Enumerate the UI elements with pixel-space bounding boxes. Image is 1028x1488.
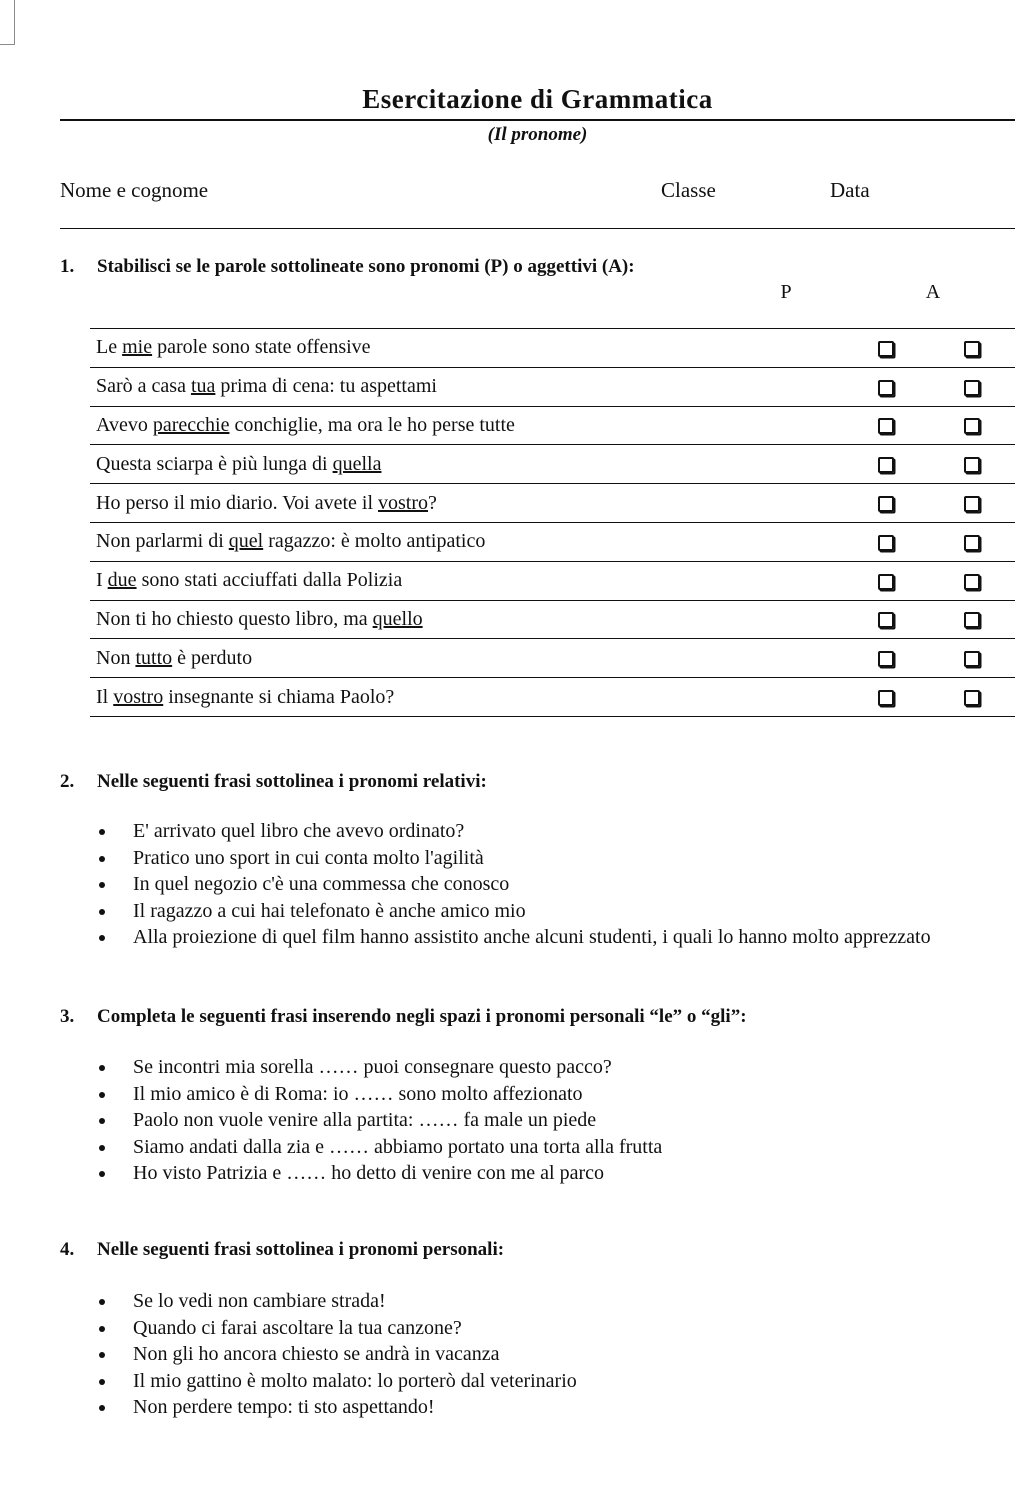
- exercise-2-title: Nelle seguenti frasi sottolinea i pronomi relativi:: [97, 771, 487, 792]
- page-subtitle: (Il pronome): [487, 124, 588, 145]
- table-row: [90, 561, 1015, 600]
- sentence-text-after: ragazzo: è molto antipatico: [263, 530, 486, 553]
- sentence-text-after: ?: [428, 491, 437, 514]
- sentence-cell: [90, 484, 843, 523]
- exercise-2-heading: [60, 771, 487, 793]
- exercise-1-table: [90, 328, 1015, 717]
- table-row: [90, 678, 1015, 717]
- checkbox-p[interactable]: [878, 651, 894, 667]
- column-header-p: P: [780, 281, 792, 303]
- underlined-word: quello: [372, 607, 423, 630]
- checkbox-cell-a: [929, 445, 1015, 484]
- sentence-text-after: insegnante si chiama Paolo?: [163, 685, 395, 708]
- sentence-cell: [90, 522, 843, 561]
- table-row: [90, 484, 1015, 523]
- list-item: Il mio amico è di Roma: io …… sono molto affezionato: [96, 1081, 662, 1108]
- underlined-word: vostro: [113, 685, 164, 708]
- checkbox-p[interactable]: [878, 690, 894, 706]
- checkbox-a[interactable]: [964, 690, 980, 706]
- checkbox-a[interactable]: [964, 341, 980, 357]
- sentence-text-before: I: [96, 569, 108, 592]
- exercise-2-number: 2.: [60, 771, 75, 792]
- underlined-word: parecchie: [152, 413, 230, 436]
- sentence-cell: [90, 561, 843, 600]
- list-item: Alla proiezione di quel film hanno assistito anche alcuni studenti, i quali lo hanno molto apprezzato: [96, 924, 931, 951]
- exercise-1-rows: [90, 329, 1015, 717]
- checkbox-cell-p: [843, 367, 929, 406]
- checkbox-cell-p: [843, 445, 929, 484]
- checkbox-p[interactable]: [878, 418, 894, 434]
- checkbox-p[interactable]: [878, 612, 894, 628]
- table-row: [90, 445, 1015, 484]
- table-row: [90, 406, 1015, 445]
- checkbox-a[interactable]: [964, 418, 980, 434]
- table-row: [90, 367, 1015, 406]
- checkbox-cell-p: [843, 639, 929, 678]
- underlined-word: tutto: [135, 646, 173, 669]
- underlined-word: due: [107, 569, 137, 592]
- exercise-3-title: Completa le seguenti frasi inserendo negli spazi i pronomi personali “le” o “gli”:: [97, 1006, 747, 1027]
- checkbox-cell-p: [843, 406, 929, 445]
- list-item: Paolo non vuole venire alla partita: …… fa male un piede: [96, 1107, 662, 1134]
- list-item: Pratico uno sport in cui conta molto l'agilità: [96, 845, 931, 872]
- list-item: E' arrivato quel libro che avevo ordinato?: [96, 818, 931, 845]
- list-item: Il mio gattino è molto malato: lo porterò dal veterinario: [96, 1368, 577, 1395]
- checkbox-a[interactable]: [964, 651, 980, 667]
- list-item: Il ragazzo a cui hai telefonato è anche amico mio: [96, 898, 931, 925]
- exercise-4-list: [96, 1288, 577, 1421]
- checkbox-cell-p: [843, 561, 929, 600]
- sentence-text-after: conchiglie, ma ora le ho perse tutte: [229, 413, 515, 436]
- checkbox-a[interactable]: [964, 612, 980, 628]
- name-field-label: Nome e cognome: [60, 178, 209, 202]
- sentence-cell: [90, 600, 843, 639]
- checkbox-p[interactable]: [878, 535, 894, 551]
- exercise-3-heading: [60, 1006, 747, 1028]
- checkbox-cell-a: [929, 406, 1015, 445]
- exercise-2-list: [96, 818, 931, 951]
- checkbox-p[interactable]: [878, 457, 894, 473]
- list-item: Se incontri mia sorella …… puoi consegnare questo pacco?: [96, 1054, 662, 1081]
- sentence-text-before: Le: [96, 336, 123, 359]
- list-item: Non gli ho ancora chiesto se andrà in vacanza: [96, 1341, 577, 1368]
- sentence-text-before: Sarò a casa: [96, 375, 191, 398]
- sentence-text-after: sono stati acciuffati dalla Polizia: [136, 569, 403, 592]
- column-header-a: A: [925, 281, 941, 303]
- checkbox-a[interactable]: [964, 535, 980, 551]
- checkbox-p[interactable]: [878, 574, 894, 590]
- underlined-word: quel: [228, 530, 264, 553]
- checkbox-cell-a: [929, 678, 1015, 717]
- checkbox-cell-a: [929, 561, 1015, 600]
- header-divider: [60, 228, 1015, 229]
- sentence-text-before: Non parlarmi di: [96, 530, 229, 553]
- date-field-label: Data: [830, 178, 870, 202]
- checkbox-p[interactable]: [878, 496, 894, 512]
- sentence-cell: [90, 445, 843, 484]
- checkbox-a[interactable]: [964, 380, 980, 396]
- sentence-text-before: Non ti ho chiesto questo libro, ma: [96, 607, 373, 630]
- underlined-word: tua: [190, 375, 216, 398]
- list-item: In quel negozio c'è una commessa che conosco: [96, 871, 931, 898]
- sentence-text-before: Ho perso il mio diario. Voi avete il: [96, 491, 379, 514]
- checkbox-cell-p: [843, 600, 929, 639]
- sentence-text-before: Questa sciarpa è più lunga di: [96, 452, 333, 475]
- checkbox-cell-a: [929, 367, 1015, 406]
- sentence-text-before: Il: [96, 685, 114, 708]
- exercise-4-heading: [60, 1239, 504, 1261]
- list-item: Non perdere tempo: ti sto aspettando!: [96, 1394, 577, 1421]
- exercise-3-list: [96, 1054, 662, 1187]
- list-item: Se lo vedi non cambiare strada!: [96, 1288, 577, 1315]
- sentence-text-after: è perduto: [172, 646, 253, 669]
- checkbox-a[interactable]: [964, 457, 980, 473]
- underlined-word: mie: [122, 336, 153, 359]
- sentence-text-before: Non: [96, 646, 136, 669]
- checkbox-p[interactable]: [878, 341, 894, 357]
- checkbox-cell-a: [929, 600, 1015, 639]
- list-item: Siamo andati dalla zia e …… abbiamo portato una torta alla frutta: [96, 1134, 662, 1161]
- table-row: [90, 329, 1015, 368]
- page-corner-mark: [0, 0, 15, 45]
- sentence-cell: [90, 639, 843, 678]
- checkbox-a[interactable]: [964, 574, 980, 590]
- sentence-text-after: prima di cena: tu aspettami: [215, 375, 437, 398]
- sentence-cell: [90, 406, 843, 445]
- class-field-label: Classe: [661, 178, 716, 202]
- exercise-3-number: 3.: [60, 1006, 75, 1027]
- exercise-1-title: Stabilisci se le parole sottolineate sono pronomi (P) o aggettivi (A):: [97, 256, 635, 277]
- exercise-4-title: Nelle seguenti frasi sottolinea i pronomi personali:: [97, 1239, 505, 1260]
- checkbox-cell-p: [843, 522, 929, 561]
- sentence-text-after: parole sono state offensive: [152, 336, 371, 359]
- table-row: [90, 600, 1015, 639]
- checkbox-cell-a: [929, 639, 1015, 678]
- checkbox-p[interactable]: [878, 380, 894, 396]
- page-title: Esercitazione di Grammatica: [362, 84, 713, 114]
- checkbox-cell-p: [843, 329, 929, 368]
- list-item: Ho visto Patrizia e …… ho detto di venire con me al parco: [96, 1160, 662, 1187]
- checkbox-cell-a: [929, 329, 1015, 368]
- list-item: Quando ci farai ascoltare la tua canzone?: [96, 1315, 577, 1342]
- table-row: [90, 522, 1015, 561]
- underlined-word: quella: [332, 452, 382, 475]
- title-divider: [60, 119, 1015, 121]
- exercise-1-heading: [60, 256, 635, 278]
- exercise-1-number: 1.: [60, 256, 75, 277]
- exercise-4-number: 4.: [60, 1239, 75, 1260]
- sentence-cell: [90, 329, 843, 368]
- checkbox-cell-a: [929, 522, 1015, 561]
- table-row: [90, 639, 1015, 678]
- sentence-cell: [90, 367, 843, 406]
- sentence-cell: [90, 678, 843, 717]
- checkbox-a[interactable]: [964, 496, 980, 512]
- checkbox-cell-p: [843, 484, 929, 523]
- checkbox-cell-p: [843, 678, 929, 717]
- sentence-text-before: Avevo: [96, 413, 153, 436]
- checkbox-cell-a: [929, 484, 1015, 523]
- underlined-word: vostro: [378, 491, 429, 514]
